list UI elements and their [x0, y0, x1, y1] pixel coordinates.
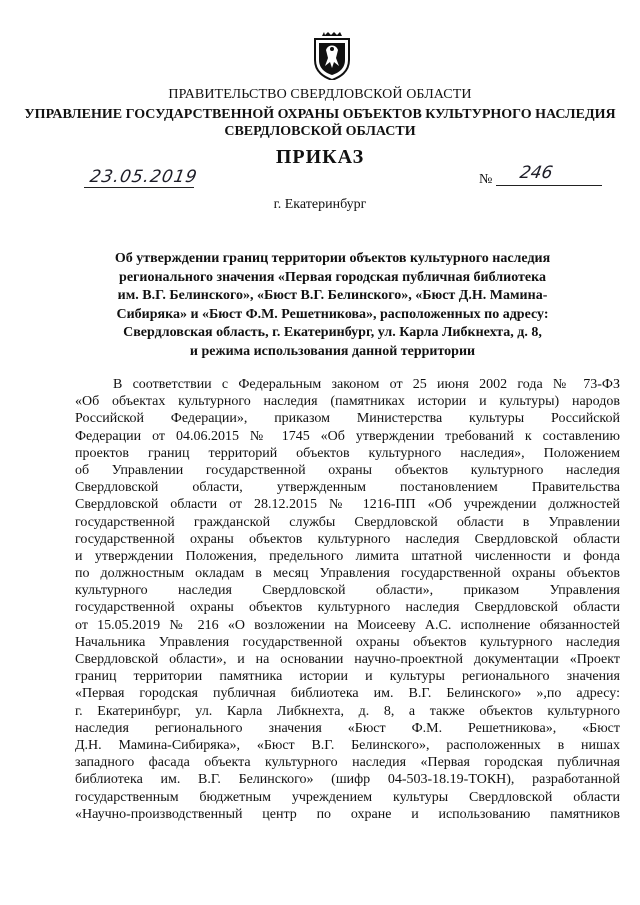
body-line: государственной гражданской службы Свердловской области в Управлении: [75, 514, 620, 530]
body-line: Российской Федерации», приказом Министерства культуры Российской: [75, 411, 620, 427]
body-line: по должностным окладам в месяц Управления государственной охраны объектов: [75, 566, 620, 582]
department-name-line1: УПРАВЛЕНИЕ ГОСУДАРСТВЕННОЙ ОХРАНЫ ОБЪЕКТОВ КУЛЬТУРНОГО НАСЛЕДИЯ: [24, 107, 616, 122]
body-line: Свердловской области, утвержденным постановлением Правительства: [75, 480, 620, 496]
title-line: им. В.Г. Белинского», «Бюст В.Г. Белинского», «Бюст Д.Н. Мамина-: [117, 288, 548, 303]
body-line: библиотека им. В.Г. Белинского» (шифр 04-503-18.19-ТОКН), разработанной: [75, 772, 620, 788]
government-name: ПРАВИТЕЛЬСТВО СВЕРДЛОВСКОЙ ОБЛАСТИ: [168, 87, 472, 102]
body-line: от 15.05.2019 № 216 «О возложении на Моисееву А.С. исполнение обязанностей: [75, 617, 620, 633]
body-line: и утверждении Положения, предельного лимита штатной численности и фонда: [75, 548, 620, 564]
body-line: Д.Н. Мамина-Сибиряка», «Бюст В.Г. Белинского», расположенных в нишах: [75, 737, 620, 753]
order-title: [100, 250, 565, 361]
number-underline: [496, 185, 602, 186]
body-line: В соответствии с Федеральным законом от 25 июня 2002 года № 73-ФЗ: [113, 377, 620, 392]
document-type: ПРИКАЗ: [275, 146, 365, 168]
title-line: Свердловская область, г. Екатеринбург, ул. Карла Либкнехта, д. 8,: [123, 325, 542, 340]
title-line: регионального значения «Первая городская публичная библиотека: [119, 269, 546, 285]
date-underline: [84, 187, 194, 188]
number-label: №: [479, 172, 493, 187]
title-line: Сибиряка» и «Бюст Ф.М. Решетникова», расположенных по адресу:: [116, 306, 549, 322]
body-line: наследия регионального значения «Бюст Ф.М. Решетникова», «Бюст: [75, 720, 620, 736]
body-line: границ территории памятника истории и культуры регионального значения: [75, 669, 620, 685]
body-line: «Первая городская публичная библиотека им. В.Г. Белинского» »,по адресу:: [75, 686, 620, 702]
body-line: государственной охраны объектов культурного наследия Свердловской области: [75, 600, 620, 616]
handwritten-date: 23.05.2019: [88, 167, 200, 187]
coat-of-arms-icon: [312, 32, 352, 80]
body-line: Свердловской области», и на основании научно-проектной документации «Проект: [75, 652, 620, 667]
body-line: г. Екатеринбург, ул. Карла Либкнехта, д. 8, а также объектов культурного: [75, 703, 620, 719]
handwritten-number: 246: [518, 163, 555, 183]
body-line: «Об объектах культурного наследия (памятниках истории и культуры) народов: [75, 394, 620, 410]
body-line: государственным бюджетным учреждением культуры Свердловской области: [75, 789, 620, 805]
body-line: Свердловской области от 28.12.2015 № 1216-ПП «Об учреждении должностей: [75, 497, 620, 513]
body-line: государственной охраны объектов культурного наследия Свердловской области: [75, 531, 620, 547]
body-line: проектов границ территорий объектов культурного наследия», Положением: [75, 445, 620, 461]
body-line: Федерации от 04.06.2015 № 1745 «Об утверждении требований к составлению: [75, 428, 620, 444]
body-line: западного фасада объекта культурного наследия «Первая городская публичная: [75, 755, 620, 771]
body-line: Начальника Управления государственной охраны объектов культурного наследия: [75, 634, 620, 650]
city: г. Екатеринбург: [273, 197, 367, 212]
body-paragraph: [75, 376, 620, 823]
title-line: и режима использования данной территории: [189, 343, 476, 359]
body-line: культурного наследия Свердловской области», приказом Управления: [75, 583, 620, 599]
title-line: Об утверждении границ территории объектов культурного наследия: [114, 251, 551, 266]
body-line: об Управлении государственной охраны объектов культурного наследия: [75, 462, 620, 478]
department-name-line2: СВЕРДЛОВСКОЙ ОБЛАСТИ: [224, 124, 416, 139]
body-line: «Научно-производственный центр по охране и использованию памятников: [75, 806, 620, 822]
